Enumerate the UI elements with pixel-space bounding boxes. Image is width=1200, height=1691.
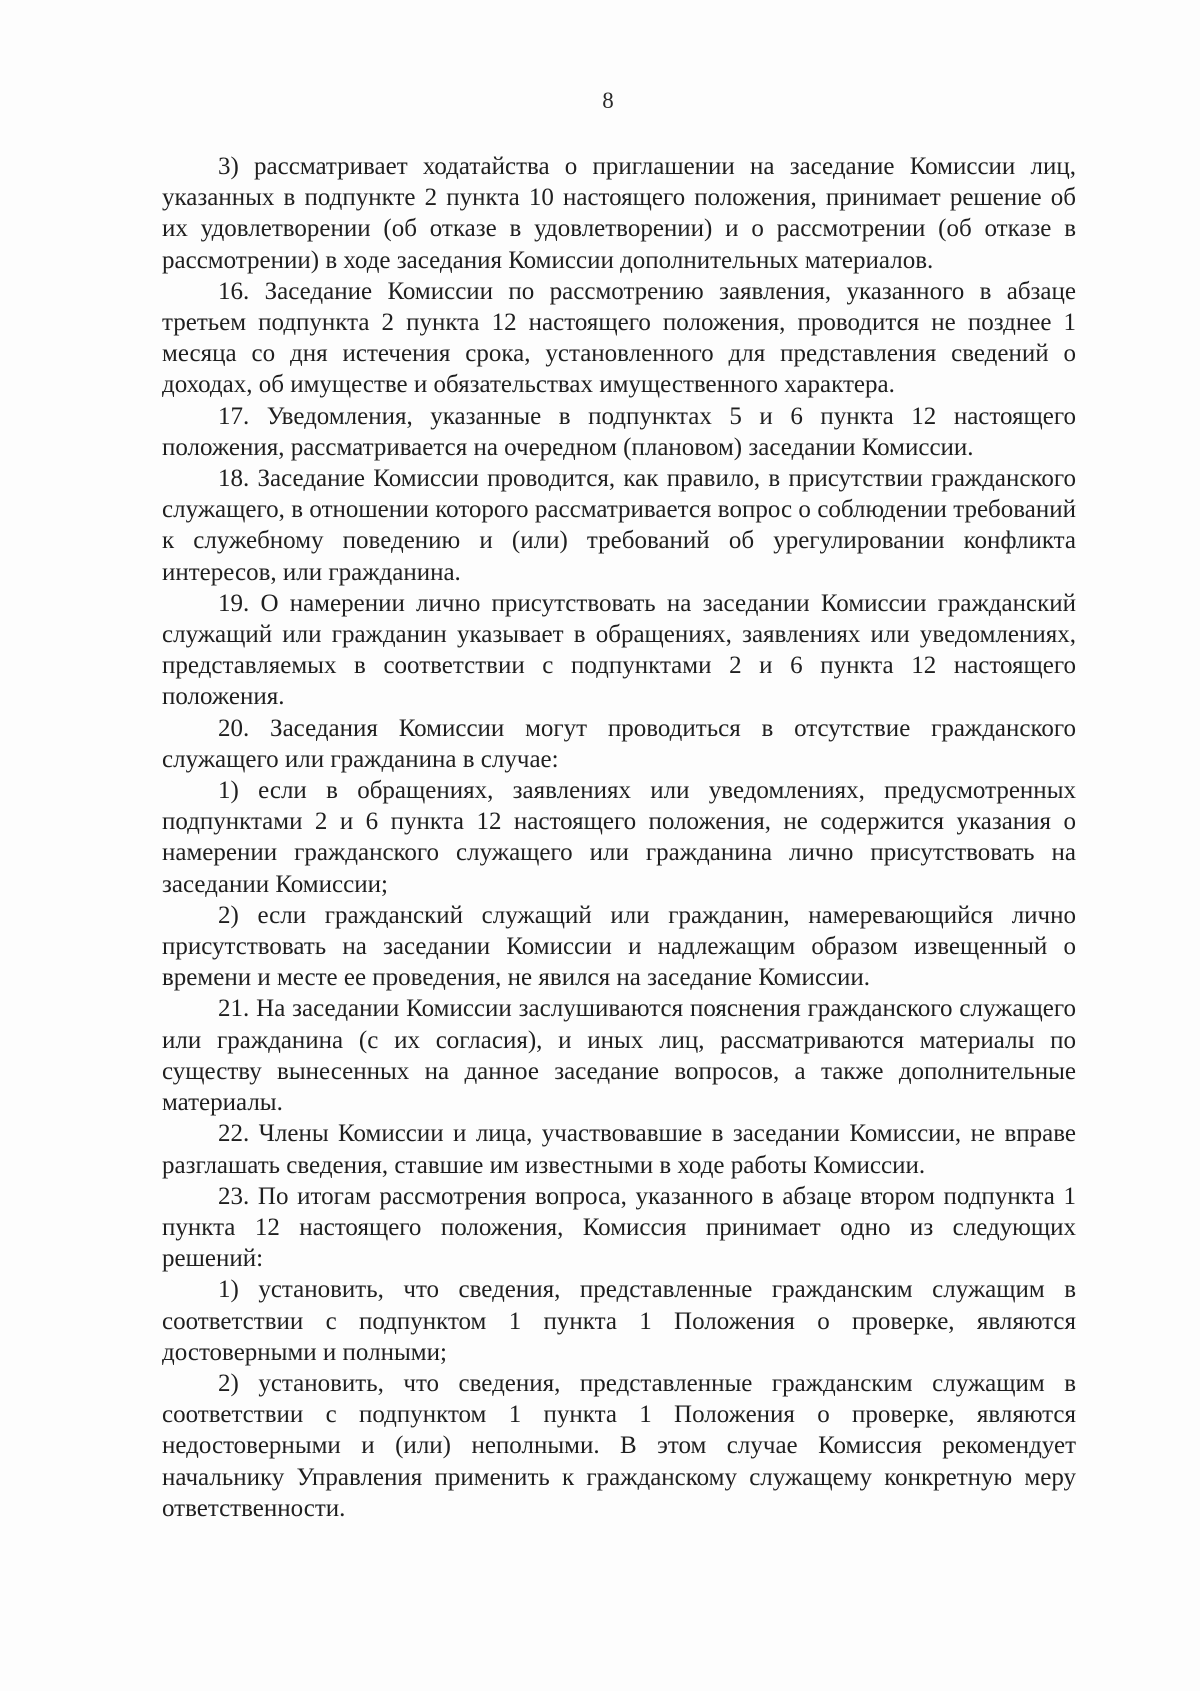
paragraph-23-2: 2) установить, что сведения, представленные гражданским служащим в соответствии с подпунктом 1 пункта 1 Положения о проверке, являются недостоверными и (или) неполными. В этом случае Комиссия рекомендует начальнику Управления применить к гражданскому служащему конкретную меру ответственности. bbox=[162, 1369, 1076, 1522]
paragraph-16: 16. Заседание Комиссии по рассмотрению заявления, указанного в абзаце третьем подпункта 2 пункта 12 настоящего положения, проводится не позднее 1 месяца со дня истечения срока, установленного для представления сведений о доходах, об имуществе и обязательствах имущественного характера. bbox=[162, 277, 1076, 399]
paragraph-17: 17. Уведомления, указанные в подпунктах 5 и 6 пункта 12 настоящего положения, рассматривается на очередном (плановом) заседании Комиссии. bbox=[162, 402, 1076, 461]
paragraph-19: 19. О намерении лично присутствовать на заседании Комиссии гражданский служащий или гражданин указывает в обращениях, заявлениях или уведомлениях, представляемых в соответствии с подпунктами 2 и 6 пункта 12 настоящего положения. bbox=[162, 589, 1076, 711]
document-body bbox=[162, 151, 1076, 1524]
paragraph-23: 23. По итогам рассмотрения вопроса, указанного в абзаце втором подпункта 1 пункта 12 настоящего положения, Комиссия принимает одно из следующих решений: bbox=[162, 1182, 1076, 1273]
paragraph-21: 21. На заседании Комиссии заслушиваются пояснения гражданского служащего или гражданина (с их согласия), и иных лиц, рассматриваются материалы по существу вынесенных на данное заседание вопросов, а также дополнительные материалы. bbox=[162, 995, 1076, 1117]
paragraph-20-2: 2) если гражданский служащий или гражданин, намеревающийся лично присутствовать на заседании Комиссии и надлежащим образом извещенный о времени и месте ее проведения, не явился на заседание Комиссии. bbox=[162, 901, 1076, 992]
paragraph-15-3: 3) рассматривает ходатайства о приглашении на заседание Комиссии лиц, указанных в подпункте 2 пункта 10 настоящего положения, принимает решение об их удовлетворении (об отказе в удовлетворении) и о рассмотрении (об отказе в рассмотрении) в ходе заседания Комиссии дополнительных материалов. bbox=[162, 153, 1076, 274]
page-number: 8 bbox=[602, 88, 614, 113]
paragraph-18: 18. Заседание Комиссии проводится, как правило, в присутствии гражданского служащего, в отношении которого рассматривается вопрос о соблюдении требований к служебному поведению и (или) требований об урегулировании конфликта интересов, или гражданина. bbox=[162, 465, 1076, 586]
paragraph-20-1: 1) если в обращениях, заявлениях или уведомлениях, предусмотренных подпунктами 2 и 6 пункта 12 настоящего положения, не содержится указания о намерении гражданского служащего или гражданина лично присутствовать на заседании Комиссии; bbox=[162, 777, 1076, 898]
paragraph-22: 22. Члены Комиссии и лица, участвовавшие в заседании Комиссии, не вправе разглашать сведения, ставшие им известными в ходе работы Комиссии. bbox=[162, 1120, 1076, 1179]
paragraph-20: 20. Заседания Комиссии могут проводиться в отсутствие гражданского служащего или гражданина в случае: bbox=[162, 714, 1076, 773]
paragraph-23-1: 1) установить, что сведения, представленные гражданским служащим в соответствии с подпунктом 1 пункта 1 Положения о проверке, являются достоверными и полными; bbox=[162, 1276, 1076, 1366]
